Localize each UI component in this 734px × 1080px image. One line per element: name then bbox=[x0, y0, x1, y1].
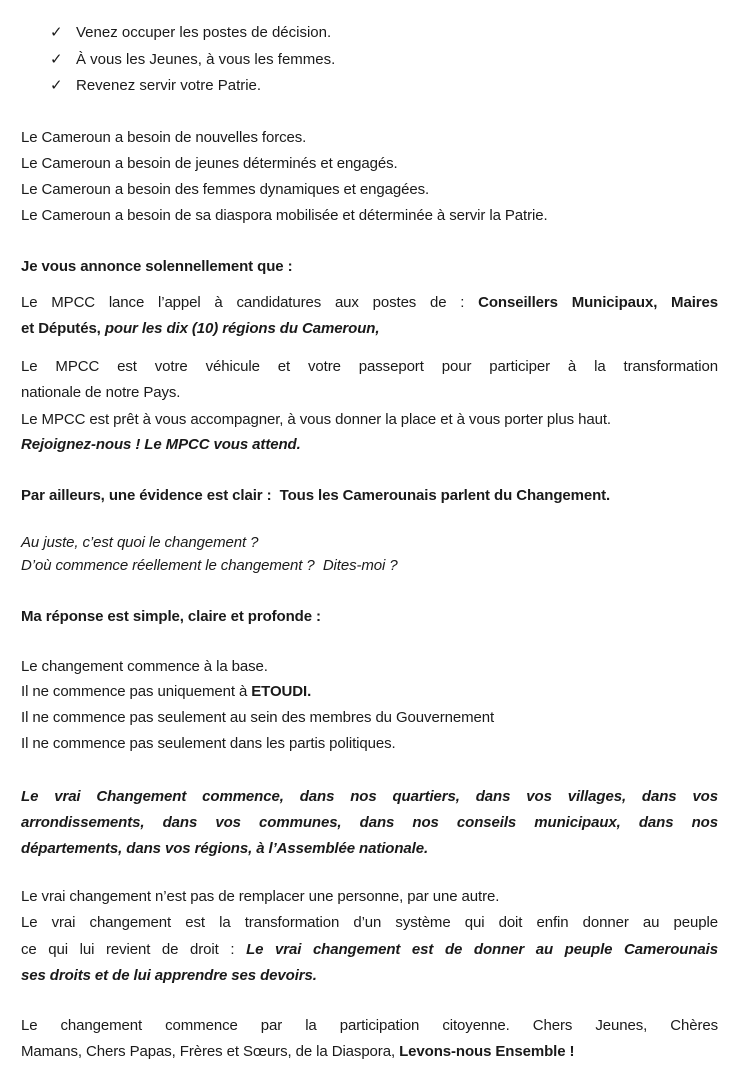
question-2b: Dites-moi ? bbox=[322, 557, 398, 574]
evidence-part2: Tous les Camerounais parlent du Changement. bbox=[279, 487, 611, 504]
appel-postes: Conseillers Municipaux, Maires bbox=[478, 294, 718, 311]
base-line-4: Il ne commence pas seulement dans les partis politiques. bbox=[21, 735, 396, 752]
appel-line-1 bbox=[21, 293, 718, 313]
question-line-1: Au juste, c’est quoi le changement ? bbox=[21, 534, 259, 551]
transformation-line-3 bbox=[21, 940, 718, 960]
checklist-item: Venez occuper les postes de décision. bbox=[76, 24, 332, 41]
base-line-1: Le changement commence à la base. bbox=[21, 658, 268, 675]
question-line-2 bbox=[21, 556, 398, 576]
annonce-heading: Je vous annonce solennellement que : bbox=[21, 258, 293, 275]
vrai-changement-line-3: départements, dans vos régions, à l’Assemblée nationale. bbox=[21, 840, 429, 857]
appel-regions: pour les dix (10) régions du Cameroun, bbox=[104, 320, 380, 337]
conclusion-line-2 bbox=[21, 1042, 574, 1062]
vehicule-line-2: nationale de notre Pays. bbox=[21, 384, 181, 401]
evidence-part1: Par ailleurs, une évidence est clair : bbox=[21, 487, 272, 504]
transformation-line-2: Le vrai changement est la transformation d’un système qui doit enfin donner au peuple bbox=[21, 914, 718, 931]
besoin-line: Le Cameroun a besoin de jeunes déterminés et engagés. bbox=[21, 155, 398, 172]
conclusion-line-1: Le changement commence par la participation citoyenne. Chers Jeunes, Chères bbox=[21, 1017, 718, 1034]
base-2a: Il ne commence pas uniquement à bbox=[21, 683, 248, 700]
checkmark-icon: ✓ bbox=[50, 51, 63, 68]
besoin-line: Le Cameroun a besoin des femmes dynamiques et engagées. bbox=[21, 181, 430, 198]
appel-text: Le MPCC lance l’appel à candidatures aux postes de : bbox=[21, 294, 465, 311]
vehicule-line-3: Le MPCC est prêt à vous accompagner, à vous donner la place et à vous porter plus haut. bbox=[21, 411, 611, 428]
base-line-3: Il ne commence pas seulement au sein des membres du Gouvernement bbox=[21, 709, 495, 726]
besoin-line: Le Cameroun a besoin de sa diaspora mobilisée et déterminée à servir la Patrie. bbox=[21, 207, 548, 224]
rejoignez-line: Rejoignez-nous ! Le MPCC vous attend. bbox=[21, 436, 301, 453]
evidence-line bbox=[21, 486, 610, 506]
transformation-line-1: Le vrai changement n’est pas de remplacer une personne, par une autre. bbox=[21, 888, 500, 905]
transformation-3a: ce qui lui revient de droit : bbox=[21, 941, 235, 958]
appel-deputes: et Députés, bbox=[21, 320, 101, 337]
checklist-item: Revenez servir votre Patrie. bbox=[76, 77, 262, 94]
base-line-2 bbox=[21, 682, 311, 702]
question-2a: D’où commence réellement le changement ? bbox=[21, 557, 315, 574]
vehicule-line-1: Le MPCC est votre véhicule et votre passeport pour participer à la transformation bbox=[21, 358, 718, 375]
besoin-line: Le Cameroun a besoin de nouvelles forces. bbox=[21, 129, 307, 146]
vrai-changement-line-1: Le vrai Changement commence, dans nos quartiers, dans vos villages, dans vos bbox=[21, 788, 718, 805]
transformation-3b: Le vrai changement est de donner au peuple Camerounais bbox=[246, 941, 718, 958]
checkmark-icon: ✓ bbox=[50, 24, 63, 41]
conclusion-2a: Mamans, Chers Papas, Frères et Sœurs, de la Diaspora, bbox=[21, 1043, 396, 1060]
checklist-item: À vous les Jeunes, à vous les femmes. bbox=[76, 51, 336, 68]
reponse-heading: Ma réponse est simple, claire et profonde : bbox=[21, 608, 321, 625]
etoudi: ETOUDI. bbox=[251, 683, 312, 700]
vrai-changement-line-2: arrondissements, dans vos communes, dans nos conseils municipaux, dans nos bbox=[21, 814, 718, 831]
transformation-line-4: ses droits et de lui apprendre ses devoirs. bbox=[21, 967, 317, 984]
appel-line-2 bbox=[21, 319, 379, 339]
checkmark-icon: ✓ bbox=[50, 77, 63, 94]
levons-nous: Levons-nous Ensemble ! bbox=[399, 1043, 575, 1060]
